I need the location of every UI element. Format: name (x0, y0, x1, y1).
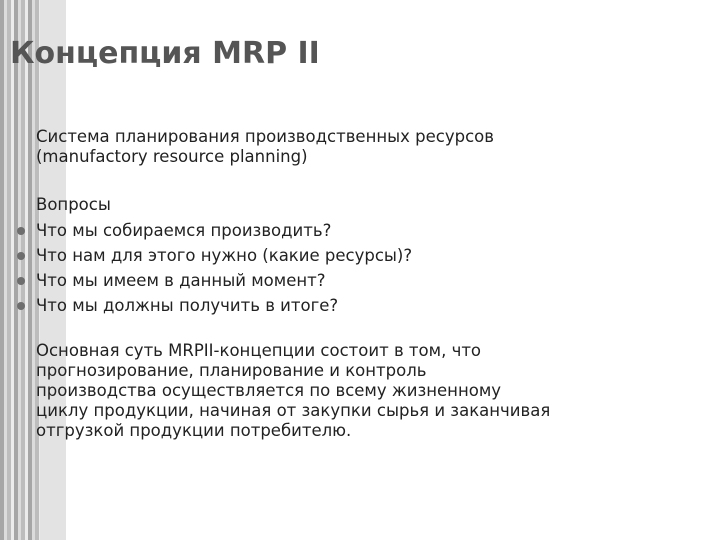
summary-paragraph (36, 341, 696, 441)
question-text: Что нам для этого нужно (какие ресурсы)? (36, 246, 413, 265)
intro-text (36, 127, 696, 167)
question-item (36, 268, 696, 293)
question-text: Что мы имеем в данный момент? (36, 271, 326, 290)
questions-heading: Вопросы (36, 195, 111, 214)
slide-title: Концепция MRP II (10, 36, 320, 71)
intro-line: Система планирования производственных ресурсов (36, 127, 495, 146)
summary-line: циклу продукции, начиная от закупки сырья и заканчивая (36, 401, 551, 420)
bullet-dot-icon (17, 277, 25, 285)
slide-content (36, 127, 696, 441)
bullet-dot-icon (17, 252, 25, 260)
question-text: Что мы должны получить в итоге? (36, 296, 339, 315)
summary-line: Основная суть MRPII-концепции состоит в том, что (36, 341, 482, 360)
summary-line: производства осуществляется по всему жизненному (36, 381, 502, 400)
summary-line: отгрузкой продукции потребителю. (36, 421, 352, 440)
question-item (36, 293, 696, 318)
question-item (36, 218, 696, 243)
question-item (36, 243, 696, 268)
bullet-dot-icon (17, 227, 25, 235)
question-text: Что мы собираемся производить? (36, 221, 332, 240)
intro-line: (manufactory resource planning) (36, 147, 308, 166)
decorative-stripes (0, 0, 40, 540)
summary-line: прогнозирование, планирование и контроль (36, 361, 427, 380)
questions-list (36, 218, 696, 318)
bullet-dot-icon (17, 302, 25, 310)
